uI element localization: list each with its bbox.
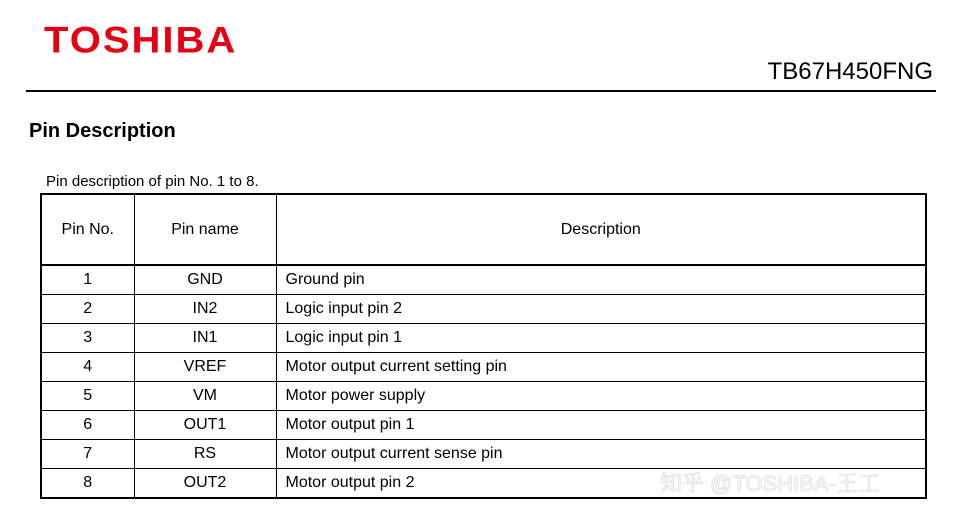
pin-description-cell: Motor output current setting pin: [276, 353, 926, 382]
pin-description-cell: Motor output current sense pin: [276, 440, 926, 469]
header-divider: [26, 90, 936, 92]
table-row: [41, 265, 926, 295]
table-row: [41, 382, 926, 411]
table-row: [41, 440, 926, 469]
pin-description-table: [40, 193, 927, 499]
pin-name-cell: VREF: [134, 353, 276, 382]
pin-description-cell: Logic input pin 1: [276, 324, 926, 353]
table-header-row: [41, 194, 926, 265]
pin-name-cell: VM: [134, 382, 276, 411]
pin-name-cell: IN1: [134, 324, 276, 353]
table-row: [41, 411, 926, 440]
pin-number-cell: 6: [41, 411, 134, 440]
pin-description-cell: Ground pin: [276, 265, 926, 295]
header-description: Description: [276, 194, 926, 265]
pin-description-cell: Logic input pin 2: [276, 295, 926, 324]
pin-number-cell: 2: [41, 295, 134, 324]
watermark: 知乎 @TOSHIBA-王工: [660, 471, 880, 496]
pin-name-cell: IN2: [134, 295, 276, 324]
table-row: [41, 295, 926, 324]
toshiba-logo: TOSHIBA: [44, 20, 238, 61]
header-pin-no: Pin No.: [41, 194, 134, 265]
section-title: Pin Description: [29, 120, 176, 142]
pin-description-cell: Motor power supply: [276, 382, 926, 411]
pin-description-cell: Motor output pin 2: [276, 469, 926, 499]
pin-number-cell: 7: [41, 440, 134, 469]
pin-number-cell: 4: [41, 353, 134, 382]
table-caption: Pin description of pin No. 1 to 8.: [46, 173, 259, 190]
table-row: [41, 353, 926, 382]
pin-name-cell: GND: [134, 265, 276, 295]
table-row: [41, 324, 926, 353]
pin-number-cell: 8: [41, 469, 134, 499]
pin-name-cell: OUT2: [134, 469, 276, 499]
pin-number-cell: 1: [41, 265, 134, 295]
pin-number-cell: 3: [41, 324, 134, 353]
header-pin-name: Pin name: [134, 194, 276, 265]
part-number: TB67H450FNG: [767, 58, 933, 85]
pin-description-cell: Motor output pin 1: [276, 411, 926, 440]
pin-name-cell: RS: [134, 440, 276, 469]
pin-name-cell: OUT1: [134, 411, 276, 440]
pin-number-cell: 5: [41, 382, 134, 411]
